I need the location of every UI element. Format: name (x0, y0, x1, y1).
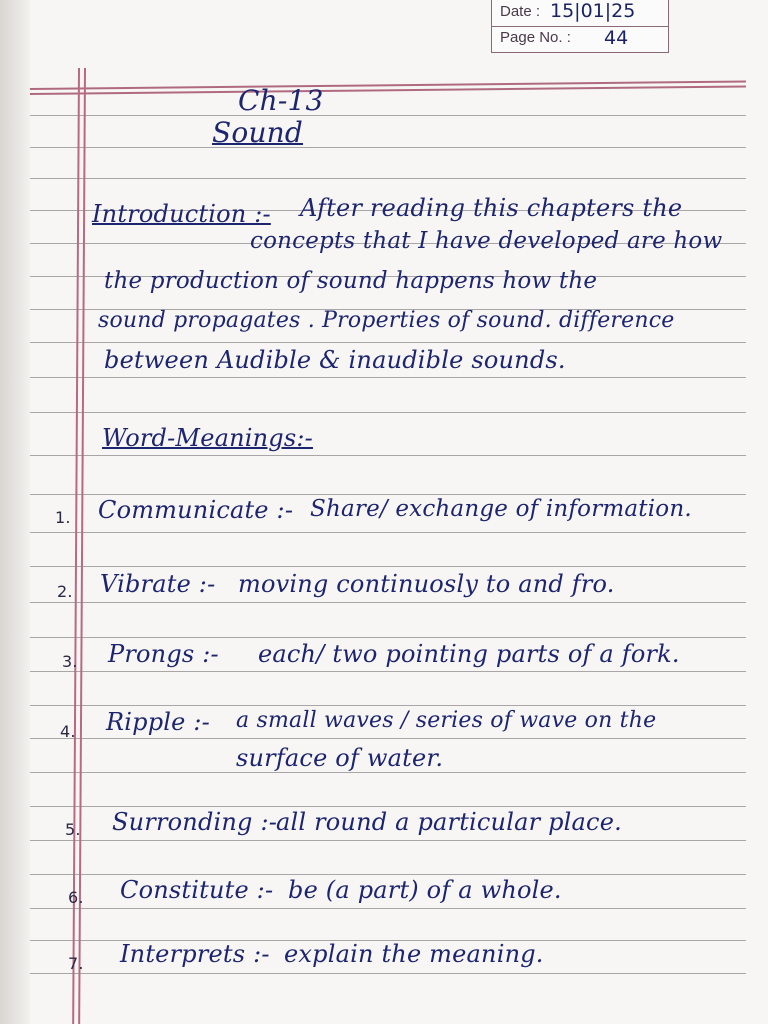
rule-line (30, 412, 746, 413)
item-meaning: all round a particular place. (276, 808, 622, 836)
introduction-line: concepts that I have developed are how (250, 228, 723, 254)
item-number: 2. (57, 582, 73, 601)
rule-line (30, 178, 746, 179)
rule-line (30, 637, 746, 638)
item-term: Prongs :- (108, 640, 219, 668)
item-term: Constitute :- (120, 876, 274, 904)
item-meaning: Share/ exchange of information. (310, 496, 692, 522)
item-meaning: be (a part) of a whole. (288, 876, 562, 904)
introduction-heading: Introduction :- (92, 200, 271, 228)
item-term: Vibrate :- (100, 570, 216, 598)
item-number: 1. (55, 508, 71, 527)
introduction-line: sound propagates . Properties of sound. difference (98, 308, 675, 333)
item-term: Interprets :- (120, 940, 270, 968)
date-page-box (491, 0, 669, 53)
date-value: 15|01|25 (550, 0, 636, 22)
date-row (492, 0, 668, 27)
introduction-line: After reading this chapters the (300, 194, 683, 222)
introduction-line: between Audible & inaudible sounds. (104, 346, 566, 374)
rule-line (30, 705, 746, 706)
rule-line (30, 973, 746, 974)
rule-line (30, 532, 746, 533)
rule-line (30, 115, 746, 116)
rule-line (30, 840, 746, 841)
item-number: 6. (68, 888, 84, 907)
item-meaning: a small waves / series of wave on the (236, 708, 657, 733)
introduction-line: the production of sound happens how the (104, 268, 598, 294)
rule-line (30, 455, 746, 456)
margin-line (78, 68, 86, 1024)
page-value: 44 (604, 27, 629, 49)
rule-line (30, 738, 746, 739)
item-meaning-continuation: surface of water. (236, 744, 444, 772)
date-label: Date : (500, 3, 541, 20)
chapter-title: Sound (212, 116, 304, 149)
rule-line (30, 772, 746, 773)
item-meaning: explain the meaning. (284, 940, 544, 968)
item-number: 4. (60, 722, 76, 741)
rule-line (30, 342, 746, 343)
rule-line (30, 671, 746, 672)
item-meaning: moving continuosly to and fro. (238, 570, 615, 598)
item-number: 3. (62, 652, 78, 671)
rule-line (30, 566, 746, 567)
rule-line (30, 494, 746, 495)
page-label: Page No. : (500, 29, 571, 46)
page-row (492, 26, 668, 52)
chapter-number: Ch-13 (238, 84, 324, 117)
item-number: 7. (68, 954, 84, 973)
rule-line (30, 377, 746, 378)
rule-line (30, 908, 746, 909)
rule-line (30, 147, 746, 148)
item-number: 5. (65, 820, 81, 839)
page-edge-shadow (0, 0, 30, 1024)
item-term: Communicate :- (98, 496, 294, 524)
item-term: Surronding :- (112, 808, 278, 836)
item-meaning: each/ two pointing parts of a fork. (258, 640, 680, 668)
word-meanings-heading: Word-Meanings:- (102, 424, 313, 452)
rule-line (30, 874, 746, 875)
rule-line (30, 806, 746, 807)
rule-line (30, 602, 746, 603)
item-term: Ripple :- (106, 708, 210, 736)
